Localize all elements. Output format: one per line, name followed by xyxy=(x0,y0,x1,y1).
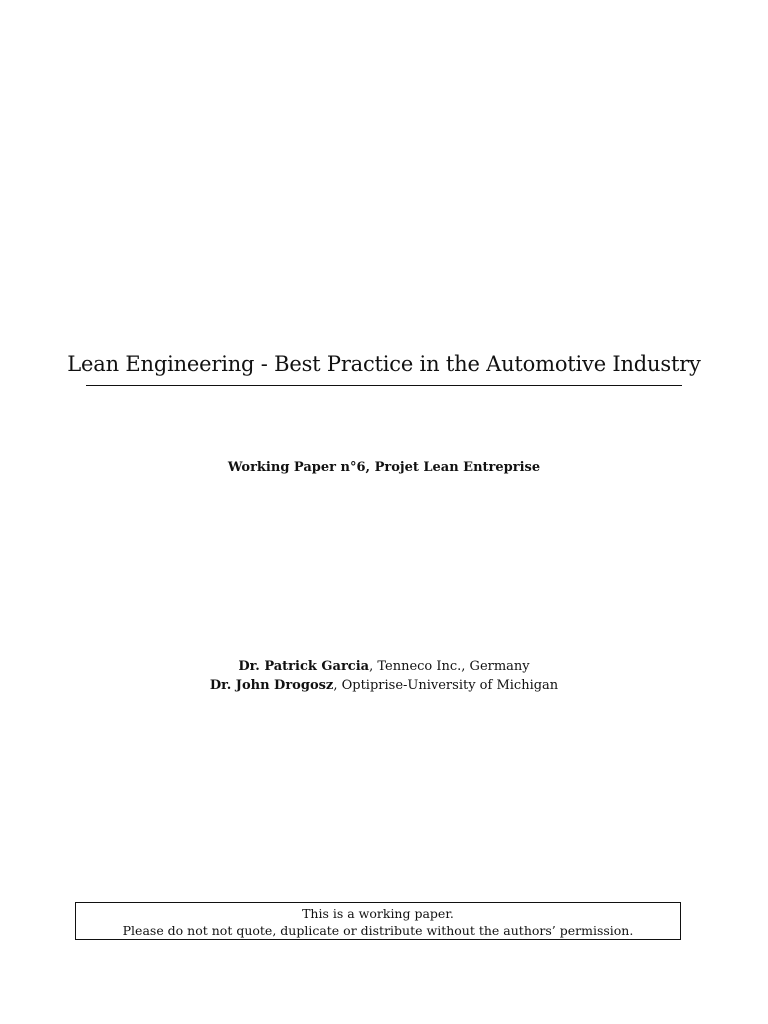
document-subtitle: Working Paper n°6, Projet Lean Entreprise xyxy=(227,460,541,475)
author-line-1 xyxy=(0,657,768,676)
author-line-2 xyxy=(0,676,768,695)
notice-line-1: This is a working paper. xyxy=(302,906,454,921)
title-block xyxy=(0,352,768,376)
author-affiliation: , Optiprise-University of Michigan xyxy=(333,678,559,693)
author-affiliation: , Tenneco Inc., Germany xyxy=(369,659,530,674)
author-name: Dr. John Drogosz xyxy=(209,678,334,693)
permission-notice-box xyxy=(75,902,681,940)
authors-block xyxy=(0,657,768,695)
document-title: Lean Engineering - Best Practice in the Automotive Industry xyxy=(67,352,701,376)
notice-line-2: Please do not not quote, duplicate or distribute without the authors’ permission. xyxy=(122,923,634,938)
author-name: Dr. Patrick Garcia xyxy=(238,659,370,674)
title-underline xyxy=(86,385,682,386)
